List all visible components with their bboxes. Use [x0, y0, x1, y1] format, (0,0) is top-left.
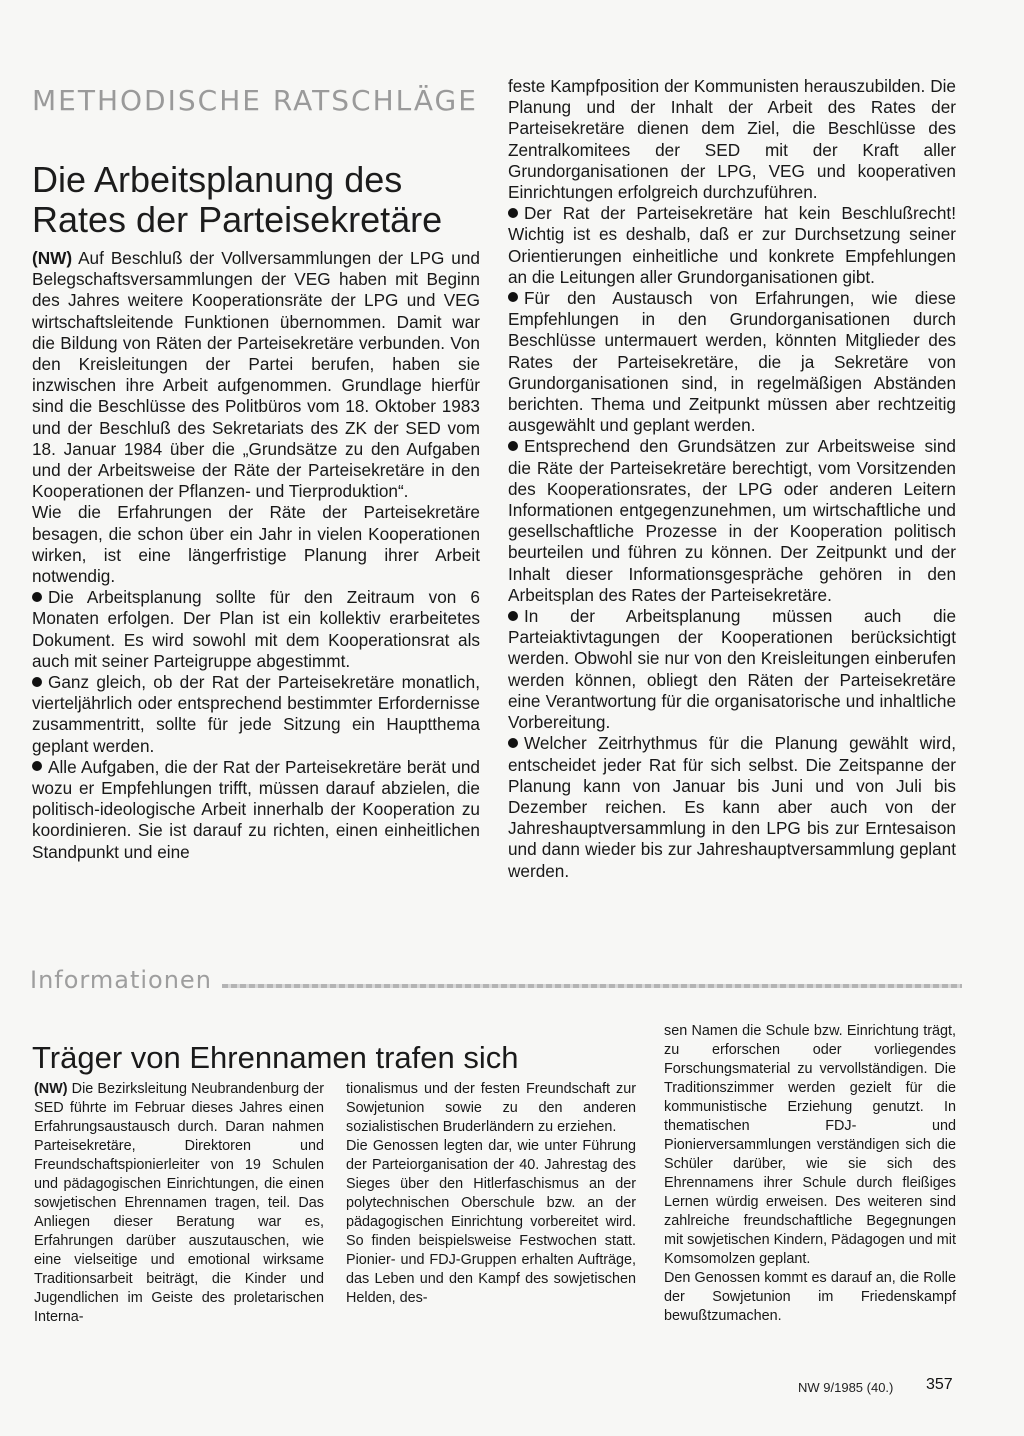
bullet-paragraph: Alle Aufgaben, die der Rat der Parteisekretäre berät und wozu er Empfehlungen trifft, müssen darauf abzielen, die politisch-ideologische Arbeit innerhalb der Kooperation zu koordinieren. Sie ist darauf zu richten, einen einheitlichen Standpunkt und eine	[32, 756, 480, 862]
bullet-icon	[32, 677, 42, 687]
bullet-paragraph: In der Arbeitsplanung müssen auch die Parteiaktivtagungen der Kooperationen berücksichtigt werden. Obwohl sie nur von den Kreisleitungen einberufen werden können, obliegt den Räten der Parteisekretäre eine Verantwortung für die organisatorische und inhaltliche Vorbereitung.	[508, 606, 956, 733]
info-paragraph: sen Namen die Schule bzw. Einrichtung trägt, zu erforschen oder vorliegendes Forschungsmaterial zu vervollständigen. Die Traditionszimmer werden gezielt für die kommunistische Erziehung genutzt. In thematischen FDJ- und Pionierversammlungen verständigen sich die Schüler darüber, wie sie sich des Ehrennamens ihrer Schule durch fleißiges Lernen würdig erweisen. Des weiteren sind zahlreiche freundschaftliche Begegnungen mit sowjetischen Kindern, Pädagogen und mit Komsomolzen geplant.	[664, 1023, 956, 1267]
bullet-paragraph: Der Rat der Parteisekretäre hat kein Beschlußrecht! Wichtig ist es deshalb, daß er zur Durchsetzung seiner Orientierungen einheitliche und konkrete Empfehlungen an die Leitungen aller Grundorganisationen gibt.	[508, 203, 956, 287]
section-label-informationen: Informationen	[30, 966, 212, 994]
info-paragraph: (NW) Die Bezirksleitung Neubrandenburg der SED führte im Februar dieses Jahres einen Erfahrungsaustausch durch. Daran nahmen Parteisekretäre, Direktoren und Freundschaftspionierleiter von 19 Schulen und pädagogischen Einrichtungen, die einen sowjetischen Ehrennamen tragen, teil. Das Anliegen dieser Beratung war es, Erfahrungen darüber auszutauschen, wie eine vielseitige und emotional wirksame Traditionsarbeit beiträgt, die Kinder und Jugendlichen im Geiste des proletarischen Interna-	[34, 1081, 324, 1325]
page-number: 357	[926, 1376, 953, 1393]
bullet-paragraph: Für den Austausch von Erfahrungen, wie diese Empfehlungen in den Grundorganisationen durch Beschlüsse untermauert werden, könnten Mitglieder des Rates der Parteisekretäre, die ja Sekretäre von Grundorganisationen sind, in regelmäßigen Abständen berichten. Thema und Zeitpunkt müssen aber rechtzeitig ausgewählt und geplant werden.	[508, 288, 956, 436]
info-paragraph: Die Genossen legten dar, wie unter Führung der Parteiorganisation der 40. Jahrestag des Sieges über den Hitlerfaschismus an der polytechnischen Oberschule bzw. an der pädagogischen Einrichtung vorbereitet wird. So finden beispielsweise Festwochen statt. Pionier- und FDJ-Gruppen erhalten Aufträge, das Leben und den Kampf des sowjetischen Helden, des-	[346, 1138, 636, 1306]
section-divider	[222, 984, 962, 988]
info-headline: Träger von Ehrennamen trafen sich	[32, 1039, 519, 1075]
article-headline: Die Arbeitsplanung des Rates der Parteisekretäre	[32, 159, 443, 241]
info-column-2	[346, 1080, 636, 1308]
bullet-paragraph: Die Arbeitsplanung sollte für den Zeitraum von 6 Monaten erfolgen. Der Plan ist ein kollektiv erarbeitetes Dokument. Es wird sowohl mit dem Kooperationsrat als auch mit seiner Parteigruppe abgestimmt.	[32, 587, 480, 671]
bullet-icon	[32, 761, 42, 771]
info-column-1	[34, 1080, 324, 1327]
article-column-left	[32, 248, 480, 863]
bullet-icon	[508, 441, 518, 451]
section-kicker: METHODISCHE RATSCHLÄGE	[32, 84, 478, 117]
article-paragraph: (NW) Auf Beschluß der Vollversammlungen der LPG und Belegschaftsversammlungen der VEG haben mit Beginn des Jahres weitere Kooperationsräte der LPG und VEG wirtschaftsleitende Funktionen übernommen. Damit war die Bildung von Räten der Parteisekretäre verbunden. Von den Kreisleitungen der Partei berufen, haben sie inzwischen ihre Arbeit aufgenommen. Grundlage hierfür sind die Beschlüsse des Politbüros vom 18. Oktober 1983 und der Beschluß des Sekretariats des ZK der SED vom 18. Januar 1984 über die „Grundsätze zu den Aufgaben und der Arbeitsweise der Räte der Parteisekretäre in den Kooperationen der Pflanzen- und Tierproduktion“.	[32, 248, 480, 502]
bullet-icon	[508, 208, 518, 218]
source-tag: (NW)	[34, 1081, 68, 1097]
bullet-paragraph: Welcher Zeitrhythmus für die Planung gewählt wird, entscheidet jeder Rat für sich selbst. Die Zeitspanne der Planung kann von Januar bis Juni und von Juli bis Dezember reichen. Es kann aber auch von der Jahreshauptversammlung in den LPG bis zur Erntesaison und dann wieder bis zur Jahreshauptversammlung geplant werden.	[508, 733, 956, 881]
article-paragraph: Wie die Erfahrungen der Räte der Parteisekretäre besagen, die schon über ein Jahr in vielen Kooperationen wirken, ist eine längerfristige Planung ihrer Arbeit notwendig.	[32, 502, 480, 587]
bullet-icon	[508, 292, 518, 302]
info-paragraph: tionalismus und der festen Freundschaft zur Sowjetunion sowie zu den anderen sozialistischen Bruderländern zu erziehen.	[346, 1081, 636, 1135]
article-paragraph: feste Kampfposition der Kommunisten herauszubilden. Die Planung und der Inhalt der Arbeit des Rates der Parteisekretäre dienen dem Ziel, die Beschlüsse des Zentralkomitees der SED mit der Kraft aller Grundorganisationen der LPG, VEG und kooperativen Einrichtungen erfolgreich durchzuführen.	[508, 76, 956, 203]
bullet-icon	[508, 611, 518, 621]
source-tag: (NW)	[32, 248, 73, 268]
issue-number: NW 9/1985 (40.)	[798, 1380, 894, 1395]
bullet-paragraph: Entsprechend den Grundsätzen zur Arbeitsweise sind die Räte der Parteisekretäre berechtigt, vom Vorsitzenden des Kooperationsrates, der LPG oder anderen Leitern Informationen entgegenzunehmen, um wirtschaftliche und gesellschaftliche Prozesse in der Kooperation politisch beurteilen und führen zu können. Der Zeitpunkt und der Inhalt dieser Informationsgespräche gehören in den Arbeitsplan des Rates der Parteisekretäre.	[508, 436, 956, 605]
info-column-3	[664, 1022, 956, 1326]
bullet-icon	[508, 738, 518, 748]
bullet-paragraph: Ganz gleich, ob der Rat der Parteisekretäre monatlich, vierteljährlich oder entsprechend bestimmter Erfordernisse zusammentritt, sollte für jede Sitzung ein Hauptthema geplant werden.	[32, 672, 480, 756]
info-paragraph: Den Genossen kommt es darauf an, die Rolle der Sowjetunion im Friedenskampf bewußtzumachen.	[664, 1270, 956, 1324]
bullet-icon	[32, 592, 42, 602]
article-column-right	[508, 76, 956, 882]
